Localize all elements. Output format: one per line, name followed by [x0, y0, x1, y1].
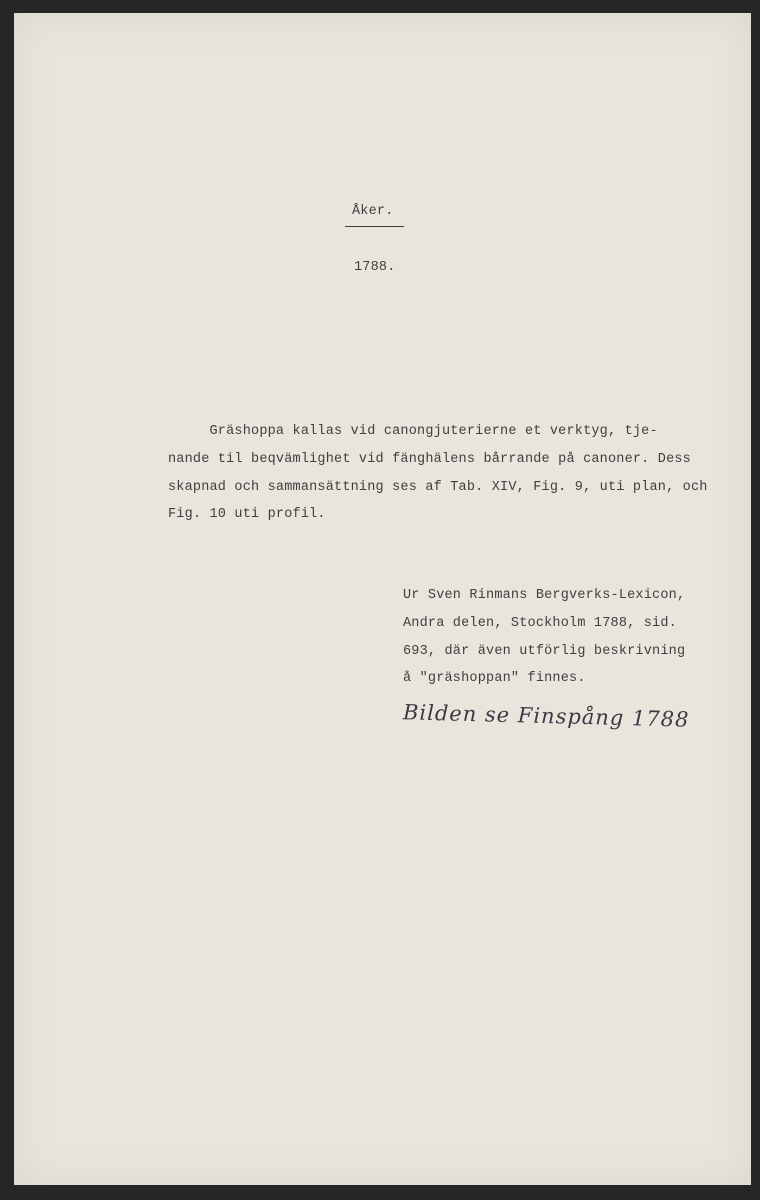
- body-line: skapnad och sammansättning ses af Tab. XIV, Fig. 9, uti plan, och: [168, 480, 708, 495]
- citation-line: Ur Sven Rinmans Bergverks-Lexicon,: [403, 588, 686, 603]
- citation-line: å "gräshoppan" finnes.: [403, 671, 586, 686]
- document-heading: Åker.: [352, 204, 394, 219]
- citation-line: Andra delen, Stockholm 1788, sid.: [403, 616, 677, 631]
- body-line: Fig. 10 uti profil.: [168, 507, 326, 522]
- document-year: 1788.: [354, 260, 396, 275]
- handwritten-note: Bilden se Finspång 1788: [402, 700, 690, 732]
- body-line: nande til beqvämlighet vid fänghälens bårrande på canoner. Dess: [168, 452, 691, 467]
- heading-underline: [345, 226, 404, 227]
- citation-line: 693, där även utförlig beskrivning: [403, 644, 686, 659]
- body-line: Gräshoppa kallas vid canongjuterierne et verktyg, tje-: [168, 424, 658, 439]
- document-page: [14, 13, 751, 1185]
